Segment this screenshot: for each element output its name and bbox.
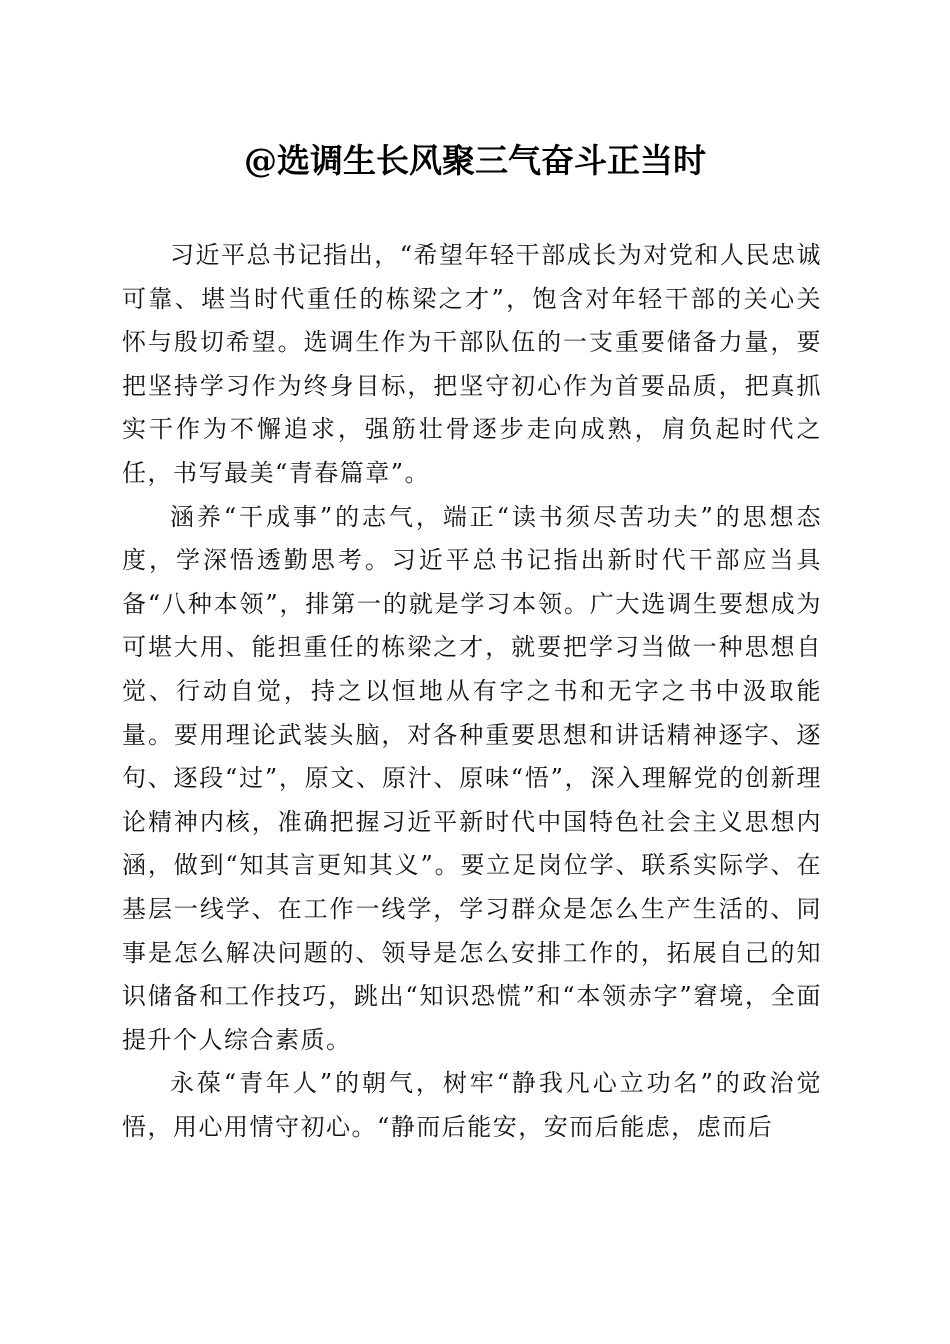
document-title: @选调生长风聚三气奋斗正当时 bbox=[244, 141, 706, 180]
paragraph: 涵养“干成事”的志气，端正“读书须尽苦功夫”的思想态度，学深悟透勤思考。习近平总书记指出新时代干部应当具备“八种本领”，排第一的就是学习本领。广大选调生要想成为可堪大用、能担重任的栋梁之才，就要把学习当做一种思想自觉、行动自觉，持之以恒地从有字之书和无字之书中汲取能量。要用理论武装头脑，对各种重要思想和讲话精神逐字、逐句、逐段“过”，原文、原汁、原味“悟”，深入理解党的创新理论精神内核，准确把握习近平新时代中国特色社会主义思想内涵，做到“知其言更知其义”。要立足岗位学、联系实际学、在基层一线学、在工作一线学，学习群众是怎么生产生活的、同事是怎么解决问题的、领导是怎么安排工作的，拓展自己的知识储备和工作技巧，跳出“知识恐慌”和“本领赤字”窘境，全面提升个人综合素质。 bbox=[122, 502, 822, 1054]
paragraph: 习近平总书记指出，“希望年轻干部成长为对党和人民忠诚可靠、堪当时代重任的栋梁之才”，饱含对年轻干部的关心关怀与殷切希望。选调生作为干部队伍的一支重要储备力量，要把坚持学习作为终身目标，把坚守初心作为首要品质，把真抓实干作为不懈追求，强筋壮骨逐步走向成熟，肩负起时代之任，书写最美“青春篇章”。 bbox=[122, 241, 822, 487]
document-body bbox=[122, 234, 822, 1149]
paragraph: 永葆“青年人”的朝气，树牢“静我凡心立功名”的政治觉悟，用心用情守初心。“静而后能安，安而后能虑，虑而后 bbox=[122, 1069, 822, 1141]
